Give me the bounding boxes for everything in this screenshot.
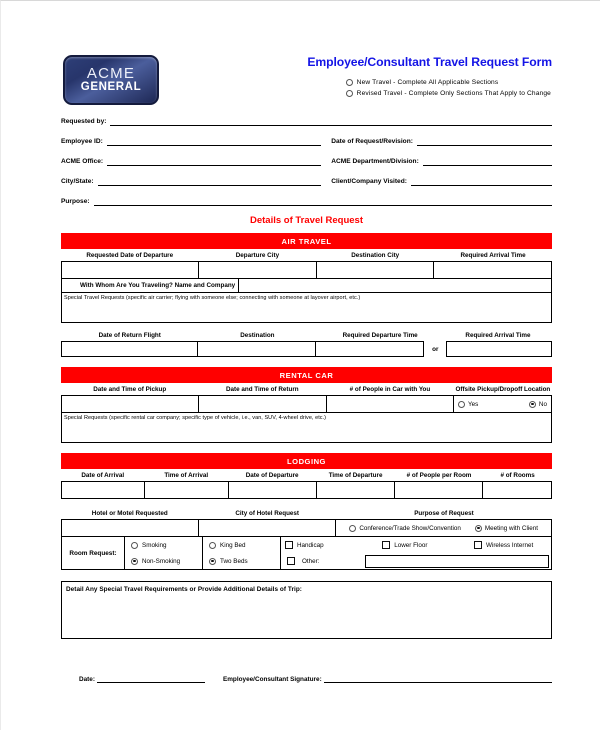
input-departure-city[interactable]: [199, 262, 317, 278]
input-required-arrival-time[interactable]: [434, 262, 552, 278]
hotel-input-row: [61, 519, 552, 537]
input-required-departure-time[interactable]: [316, 341, 424, 357]
date-of-request-label: Date of Request/Revision:: [331, 138, 413, 146]
input-pickup-date-time[interactable]: [62, 396, 199, 412]
field-row-city-state: [61, 175, 552, 186]
acme-department-input[interactable]: [423, 156, 552, 166]
col-number-of-rooms: # of Rooms: [500, 472, 535, 479]
details-of-travel-request-title: Details of Travel Request: [250, 215, 363, 226]
date-of-request-input[interactable]: [417, 136, 552, 146]
radio-king-bed[interactable]: [209, 542, 216, 549]
option-smoking[interactable]: [125, 537, 202, 553]
employee-id-label: Employee ID:: [61, 138, 103, 146]
date-input[interactable]: [97, 673, 205, 683]
offsite-yes-no-group: [454, 396, 552, 412]
input-destination-city[interactable]: [317, 262, 435, 278]
purpose-conference-option[interactable]: [349, 525, 461, 532]
purpose-meeting-label: Meeting with Client: [484, 524, 539, 532]
radio-purpose-meeting[interactable]: [475, 525, 482, 532]
purpose-input[interactable]: [94, 196, 552, 206]
option-king-bed[interactable]: [203, 537, 280, 553]
or-separator: or: [432, 345, 439, 353]
city-state-label: City/State:: [61, 178, 94, 186]
hotel-header-row: [61, 507, 552, 519]
purpose-conference-label: Conference/Trade Show/Convention: [359, 524, 461, 532]
lodging-section: [61, 453, 552, 570]
input-city-of-hotel[interactable]: [199, 520, 336, 536]
radio-purpose-conference[interactable]: [349, 525, 356, 532]
rental-car-special-requests-note: Special Requests (specific rental car company; specific type of vehicle, i.e., van, SUV, 4-wheel drive, etc.): [64, 415, 327, 421]
input-return-destination[interactable]: [198, 341, 316, 357]
with-whom-row: [61, 279, 552, 293]
travel-type-options: [346, 79, 551, 101]
air-travel-special-requests-box[interactable]: [61, 293, 552, 323]
col-return-required-arrival-time: Required Arrival Time: [465, 332, 531, 339]
col-hotel-or-motel: Hotel or Motel Requested: [91, 510, 168, 517]
input-requested-date-of-departure[interactable]: [62, 262, 199, 278]
offsite-yes-option[interactable]: [458, 401, 478, 408]
page-title: Employee/Consultant Travel Request Form: [307, 55, 552, 69]
input-time-of-departure[interactable]: [317, 482, 395, 498]
acme-general-logo: [63, 55, 159, 105]
col-return-destination: Destination: [240, 332, 275, 339]
rental-car-header-row: [61, 383, 552, 395]
air-travel-header-row: [61, 249, 552, 261]
col-departure-city: Departure City: [235, 252, 280, 259]
non-smoking-label: Non-Smoking: [142, 557, 181, 565]
employee-id-input[interactable]: [107, 136, 321, 146]
col-date-of-return-flight: Date of Return Flight: [98, 332, 161, 339]
amenities-group: [281, 537, 551, 569]
checkbox-wireless-internet-option[interactable]: [474, 541, 551, 549]
radio-two-beds[interactable]: [209, 558, 216, 565]
other-checkbox[interactable]: [287, 557, 295, 565]
requester-fields: [61, 115, 552, 206]
bed-options-group: [203, 537, 281, 569]
input-people-per-room[interactable]: [395, 482, 483, 498]
lodging-banner: LODGING: [61, 453, 552, 469]
other-amenity-row: [281, 553, 551, 569]
acme-office-input[interactable]: [107, 156, 321, 166]
radio-offsite-yes[interactable]: [458, 401, 465, 408]
acme-office-label: ACME Office:: [61, 158, 104, 166]
rental-car-special-requests-box[interactable]: [61, 413, 552, 443]
field-requested-by: [61, 115, 552, 126]
col-requested-date-of-departure: Requested Date of Departure: [86, 252, 174, 259]
handicap-checkbox[interactable]: [285, 541, 293, 549]
signature-label: Employee/Consultant Signature:: [222, 675, 322, 683]
air-travel-special-requests-note: Special Travel Requests (specific air carrier; flying with someone else; connecting with someone at layover airport, etc.): [64, 295, 361, 301]
input-date-of-arrival[interactable]: [62, 482, 145, 498]
purpose-label: Purpose:: [61, 198, 90, 206]
wireless-internet-label: Wireless Internet: [485, 541, 534, 549]
col-return-date-time: Date and Time of Return: [225, 386, 299, 393]
field-row-employee-id: [61, 135, 552, 146]
two-beds-label: Two Beds: [220, 557, 248, 565]
additional-details-label: Detail Any Special Travel Requirements or Provide Additional Details of Trip:: [66, 586, 302, 593]
col-people-per-room: # of People per Room: [406, 472, 472, 479]
lodging-input-row: [61, 481, 552, 499]
with-whom-label: With Whom Are You Traveling? Name and Company: [62, 279, 239, 292]
checkbox-lower-floor-option[interactable]: [382, 541, 474, 549]
input-number-of-rooms[interactable]: [483, 482, 552, 498]
col-people-in-car: # of People in Car with You: [349, 386, 431, 393]
purpose-meeting-option[interactable]: [475, 525, 538, 532]
client-company-label: Client/Company Visited:: [331, 178, 407, 186]
radio-smoking[interactable]: [131, 542, 138, 549]
col-required-departure-time: Required Departure Time: [342, 332, 418, 339]
return-flight-input-row: [61, 341, 552, 357]
acme-department-label: ACME Department/Division:: [331, 158, 419, 166]
requested-by-label: Requested by:: [61, 118, 107, 126]
offsite-no-label: No: [538, 400, 547, 408]
radio-revised-travel[interactable]: [346, 90, 353, 97]
city-state-input[interactable]: [98, 176, 322, 186]
king-bed-label: King Bed: [220, 541, 246, 549]
return-flight-header-row: [61, 332, 552, 341]
logo-acme-text: ACME: [86, 65, 136, 83]
wireless-internet-checkbox[interactable]: [474, 541, 482, 549]
amenity-checkbox-row: [281, 537, 551, 553]
room-request-row: [61, 537, 552, 570]
lower-floor-checkbox[interactable]: [382, 541, 390, 549]
field-purpose: [61, 195, 552, 206]
room-request-label: Room Request:: [62, 537, 125, 569]
input-return-required-arrival-time[interactable]: [446, 341, 552, 357]
col-purpose-of-request: Purpose of Request: [414, 510, 474, 517]
input-hotel-or-motel[interactable]: [62, 520, 199, 536]
input-return-date-time[interactable]: [199, 396, 326, 412]
option-non-smoking[interactable]: [125, 553, 202, 569]
additional-details-box[interactable]: [61, 581, 552, 639]
col-time-of-arrival: Time of Arrival: [164, 472, 209, 479]
input-date-of-return-flight[interactable]: [61, 341, 198, 357]
date-label: Date:: [79, 675, 95, 683]
signature-row: [61, 673, 552, 683]
input-time-of-arrival[interactable]: [145, 482, 228, 498]
input-people-in-car[interactable]: [327, 396, 454, 412]
option-revised-travel[interactable]: [346, 90, 551, 97]
smoking-options-group: [125, 537, 203, 569]
col-time-of-departure: Time of Departure: [328, 472, 383, 479]
col-date-of-arrival: Date of Arrival: [81, 472, 125, 479]
input-date-of-departure[interactable]: [229, 482, 317, 498]
requested-by-input[interactable]: [110, 116, 552, 126]
offsite-yes-label: Yes: [467, 400, 479, 408]
signature-input[interactable]: [324, 673, 552, 683]
field-row-acme-office: [61, 155, 552, 166]
option-new-travel-label: New Travel - Complete All Applicable Sections: [356, 79, 499, 86]
option-revised-travel-label: Revised Travel - Complete Only Sections That Apply to Change: [356, 90, 551, 97]
air-travel-input-row: [61, 261, 552, 279]
checkbox-handicap-option[interactable]: [281, 541, 382, 549]
option-new-travel[interactable]: [346, 79, 551, 86]
logo-general-text: GENERAL: [80, 81, 142, 94]
other-label: Other:: [302, 557, 320, 565]
col-pickup-date-time: Date and Time of Pickup: [93, 386, 167, 393]
other-input[interactable]: [365, 555, 549, 568]
col-date-of-departure: Date of Departure: [245, 472, 299, 479]
air-travel-banner: AIR TRAVEL: [61, 233, 552, 249]
client-company-input[interactable]: [411, 176, 552, 186]
purpose-of-request-group: [336, 520, 552, 536]
col-required-arrival-time: Required Arrival Time: [460, 252, 526, 259]
option-two-beds[interactable]: [203, 553, 280, 569]
handicap-label: Handicap: [297, 541, 324, 549]
col-offsite-pickup-dropoff: Offsite Pickup/Dropoff Location: [455, 386, 551, 393]
rental-car-section: [61, 367, 552, 443]
offsite-no-option[interactable]: [529, 401, 547, 408]
return-flight-section: [61, 332, 552, 357]
with-whom-input[interactable]: [239, 279, 551, 292]
lodging-header-row: [61, 469, 552, 481]
smoking-label: Smoking: [142, 541, 167, 549]
lower-floor-label: Lower Floor: [394, 541, 428, 549]
rental-car-banner: RENTAL CAR: [61, 367, 552, 383]
radio-non-smoking[interactable]: [131, 558, 138, 565]
rental-car-input-row: [61, 395, 552, 413]
form-header: [61, 49, 552, 111]
radio-new-travel[interactable]: [346, 79, 353, 86]
col-city-of-hotel: City of Hotel Request: [235, 510, 300, 517]
radio-offsite-no[interactable]: [529, 401, 536, 408]
col-destination-city: Destination City: [351, 252, 400, 259]
checkbox-other-option[interactable]: [281, 557, 365, 565]
